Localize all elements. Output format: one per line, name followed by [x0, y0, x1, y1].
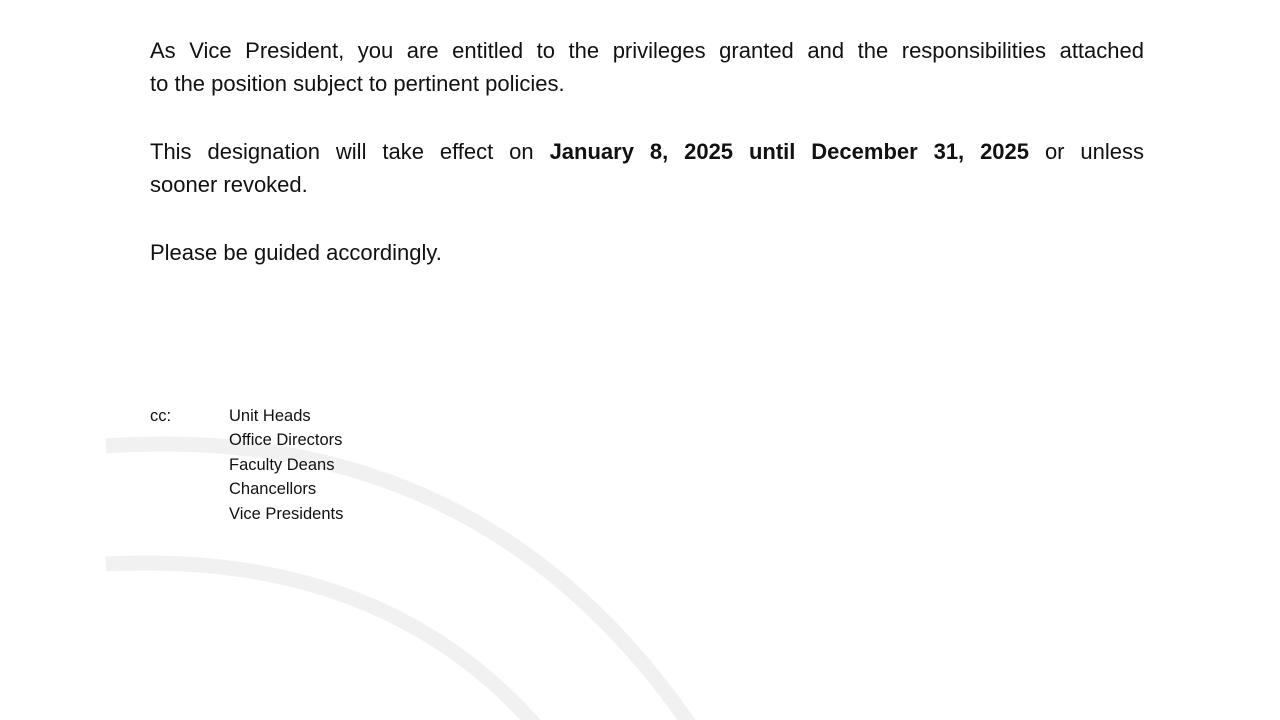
effectivity-paragraph — [150, 135, 1144, 201]
cc-recipient: Faculty Deans — [229, 455, 335, 474]
watermark-arc-inner — [106, 563, 535, 720]
cc-recipient: Unit Heads — [229, 407, 311, 425]
watermark-arc-outer — [106, 444, 690, 720]
effectivity-outro: or unless — [1029, 139, 1145, 164]
cc-recipient: Office Directors — [229, 431, 343, 450]
effectivity-intro: This designation will take effect on — [150, 139, 550, 164]
cc-label: cc: — [150, 407, 172, 425]
privileges-line-2: to the position subject to pertinent policies. — [150, 71, 565, 96]
privileges-line-1: As Vice President, you are entitled to the privileges granted and the responsibilities attached — [150, 38, 1144, 63]
effectivity-line-1 — [150, 135, 1144, 168]
effectivity-line-2: sooner revoked. — [150, 172, 308, 197]
cc-recipient: Chancellors — [229, 480, 317, 499]
effectivity-dates: January 8, 2025 until December 31, 2025 — [549, 139, 1030, 164]
privileges-paragraph — [150, 34, 1144, 100]
cc-recipient: Vice Presidents — [229, 504, 344, 523]
cc-recipient-list — [229, 404, 343, 526]
closing-paragraph: Please be guided accordingly. — [150, 240, 442, 265]
